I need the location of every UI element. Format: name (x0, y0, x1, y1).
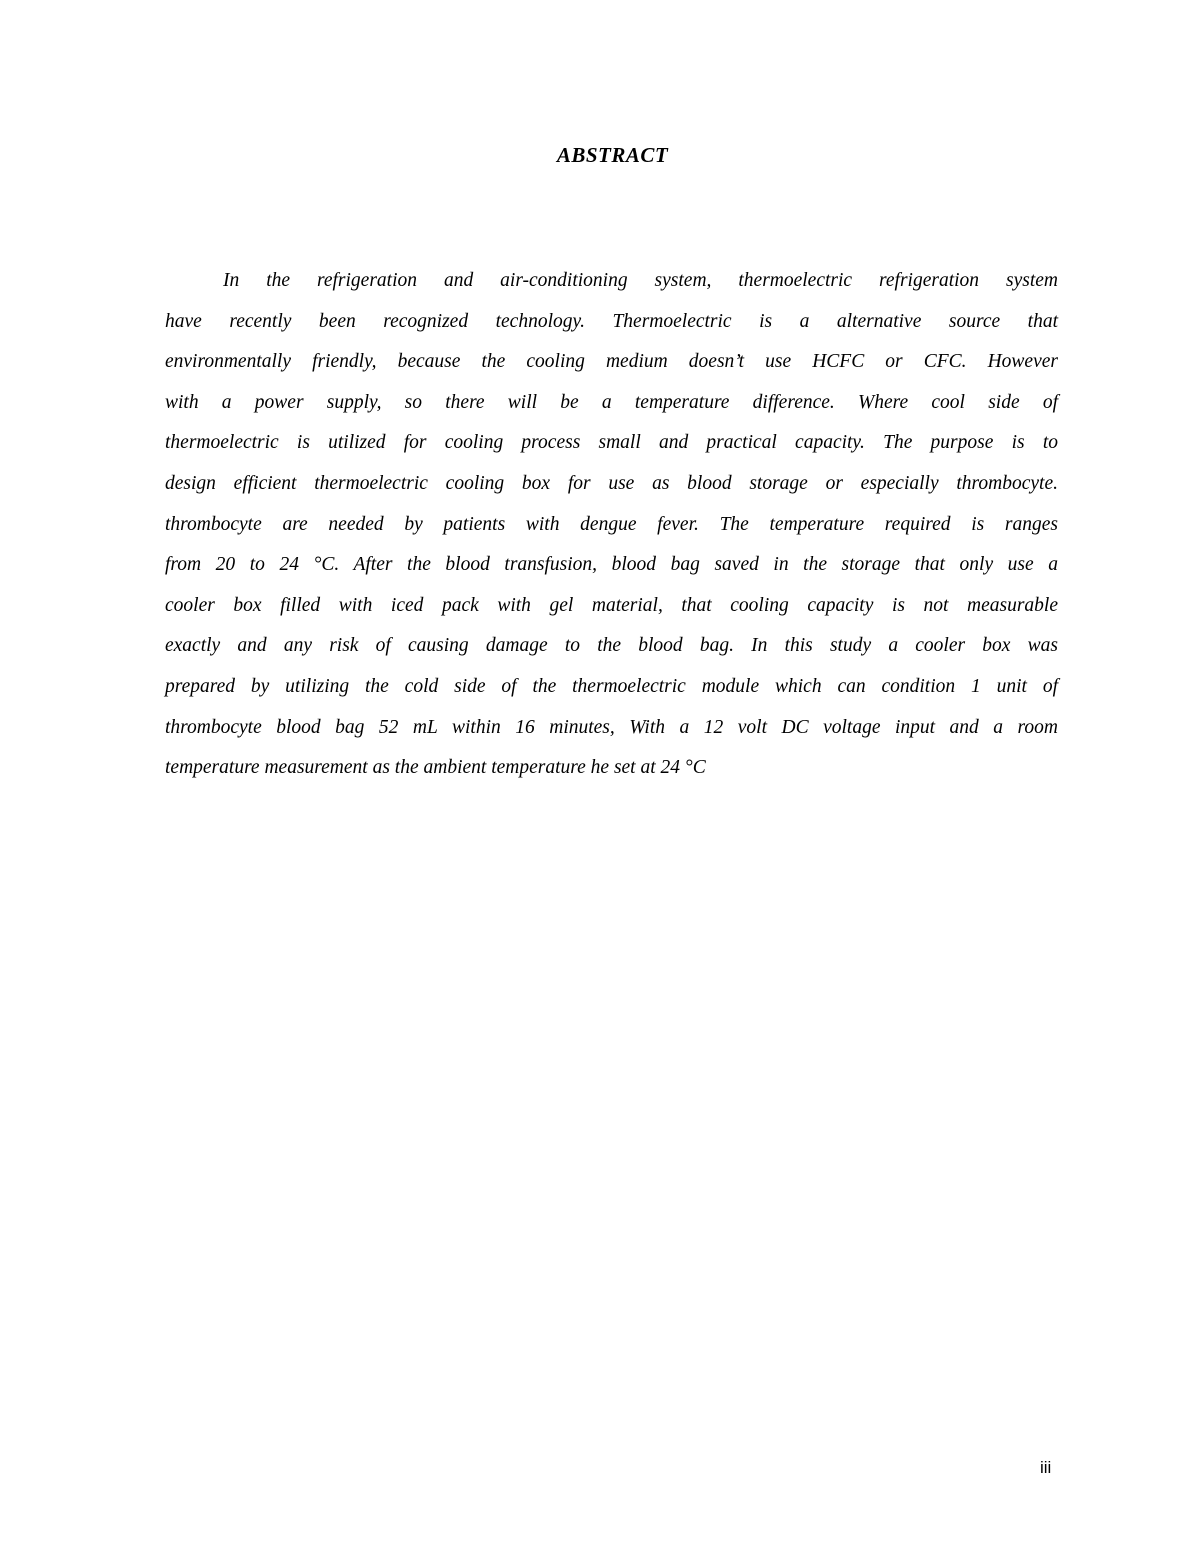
abstract-line: from 20 to 24 °C. After the blood transfusion, blood bag saved in the storage that only use a (165, 554, 1058, 576)
abstract-line: have recently been recognized technology. Thermoelectric is a alternative source that (165, 310, 1058, 332)
abstract-line: thermoelectric is utilized for cooling process small and practical capacity. The purpose is to (165, 432, 1058, 454)
abstract-line: prepared by utilizing the cold side of the thermoelectric module which can condition 1 unit of (165, 675, 1058, 697)
abstract-line: exactly and any risk of causing damage to the blood bag. In this study a cooler box was (165, 635, 1058, 657)
abstract-line: temperature measurement as the ambient temperature he set at 24 °C (165, 757, 706, 779)
abstract-line: cooler box filled with iced pack with gel material, that cooling capacity is not measurable (165, 594, 1058, 616)
abstract-line: thrombocyte blood bag 52 mL within 16 minutes, With a 12 volt DC voltage input and a room (165, 716, 1058, 738)
abstract-line: In the refrigeration and air-conditioning system, thermoelectric refrigeration system (223, 270, 1058, 291)
abstract-line: with a power supply, so there will be a temperature difference. Where cool side of (165, 391, 1058, 413)
abstract-line: environmentally friendly, because the cooling medium doesn’t use HCFC or CFC. However (165, 351, 1058, 373)
abstract-line: design efficient thermoelectric cooling box for use as blood storage or especially thrombocyte. (165, 472, 1058, 494)
abstract-heading: ABSTRACT (556, 143, 669, 167)
abstract-paragraph (165, 261, 1058, 789)
page-number: iii (1040, 1458, 1052, 1477)
abstract-line: thrombocyte are needed by patients with dengue fever. The temperature required is ranges (165, 513, 1058, 535)
